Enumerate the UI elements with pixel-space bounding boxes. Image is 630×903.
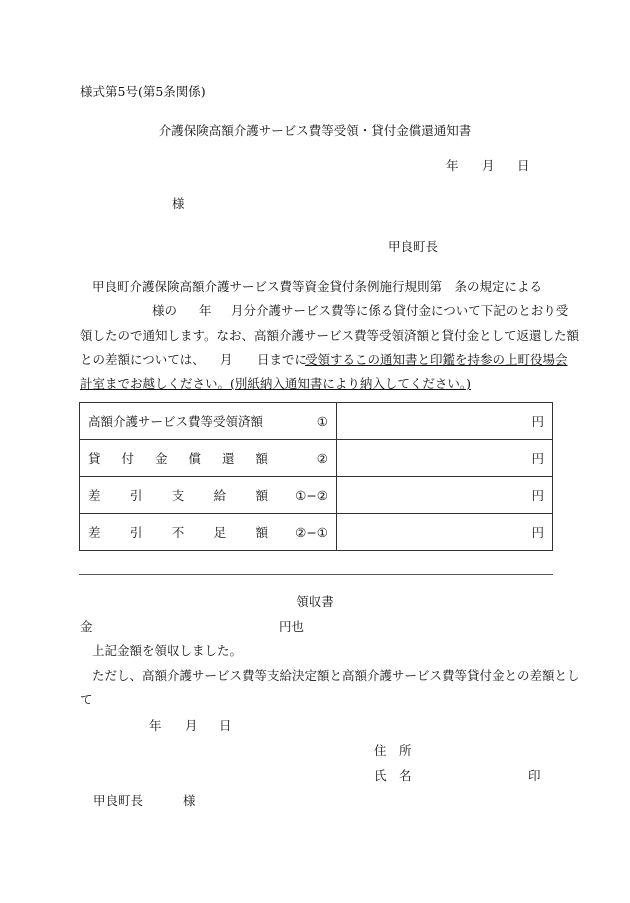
seal-mark: 印: [528, 768, 541, 783]
body-line-5-underlined: 計室までお越しください。(別紙納入通知書により納入してください。): [80, 376, 472, 391]
name-label: 氏 名: [374, 768, 412, 783]
receipt-line-1: 上記金額を領収しました。: [92, 643, 243, 658]
amount-row: [80, 514, 553, 551]
receipt-mayor-suffix: 様: [183, 793, 196, 808]
receipt-line-3: て: [80, 692, 93, 707]
amount-row-unit: 円: [531, 414, 544, 429]
document-title: 介護保険高額介護サービス費等受領・貸付金償還通知書: [158, 123, 472, 138]
body-line-4-a: との差額については、: [80, 352, 205, 367]
receipt-date-month: 月: [185, 718, 198, 733]
body-line-4-b: 日までに: [257, 352, 308, 367]
amount-row-value-cell[interactable]: [337, 440, 553, 477]
date-month-label: 月: [482, 158, 495, 173]
receipt-title: 領収書: [296, 594, 334, 609]
amount-row-label-cell: [80, 514, 337, 551]
receipt-line-2: ただし、高額介護サービス費等支給決定額と高額介護サービス費等貸付金との差額とし: [92, 668, 580, 683]
receipt-mayor: 甲良町長: [93, 793, 144, 808]
body-line-2-rest: 月分介護サービス費等に係る貸付金について下記のとおり受: [231, 303, 569, 318]
amount-row-label-cell: [80, 477, 337, 514]
address-label: 住 所: [374, 743, 412, 758]
amount-row-mark: ②: [316, 450, 328, 466]
amount-row-mark: ①: [316, 413, 328, 429]
amount-row-label: 貸 付 金 償 還 額: [88, 451, 268, 466]
form-number: 様式第5号(第5条関係): [80, 84, 206, 99]
receipt-date-year: 年: [149, 718, 162, 733]
body-line-3: 領したので通知します。なお、高額介護サービス費等受領済額と貸付金として返還した額: [80, 328, 580, 343]
amount-row: [80, 440, 553, 477]
amount-row-value-cell[interactable]: [337, 514, 553, 551]
amount-row-label: 差 引 不 足 額: [88, 525, 268, 540]
separator-line: [79, 574, 553, 575]
amount-row-unit: 円: [531, 488, 544, 503]
addressee-suffix: 様: [172, 196, 185, 211]
amount-row: [80, 403, 553, 440]
amount-row-mark: ①−②: [295, 487, 328, 503]
body-line-1: 甲良町介護保険高額介護サービス費等資金貸付条例施行規則第 条の規定による: [92, 279, 543, 294]
body-line-2-year: 年: [199, 303, 212, 318]
amount-row-unit: 円: [531, 451, 544, 466]
amount-row-value-cell[interactable]: [337, 477, 553, 514]
date-year-label: 年: [446, 158, 459, 173]
amount-row-unit: 円: [531, 525, 544, 540]
amount-row-value-cell[interactable]: [337, 403, 553, 440]
body-line-4-month: 月: [220, 352, 233, 367]
body-line-2-sama: 様の: [152, 303, 178, 318]
amount-row-label: 差 引 支 給 額: [88, 488, 268, 503]
body-line-4-underlined: 受領するこの通知書と印鑑を持参の上町役場会: [305, 352, 568, 367]
receipt-enya-label: 円也: [279, 619, 305, 634]
date-day-label: 日: [517, 158, 530, 173]
sender-name: 甲良町長: [388, 239, 439, 254]
amount-row-label-cell: [80, 403, 337, 440]
receipt-kin-label: 金: [80, 619, 93, 634]
amount-row-mark: ②−①: [295, 524, 328, 540]
receipt-date-day: 日: [219, 718, 232, 733]
amount-row-label: 高額介護サービス費等受領済額: [88, 414, 264, 429]
amount-table: [79, 402, 553, 551]
amount-row-label-cell: [80, 440, 337, 477]
amount-row: [80, 477, 553, 514]
